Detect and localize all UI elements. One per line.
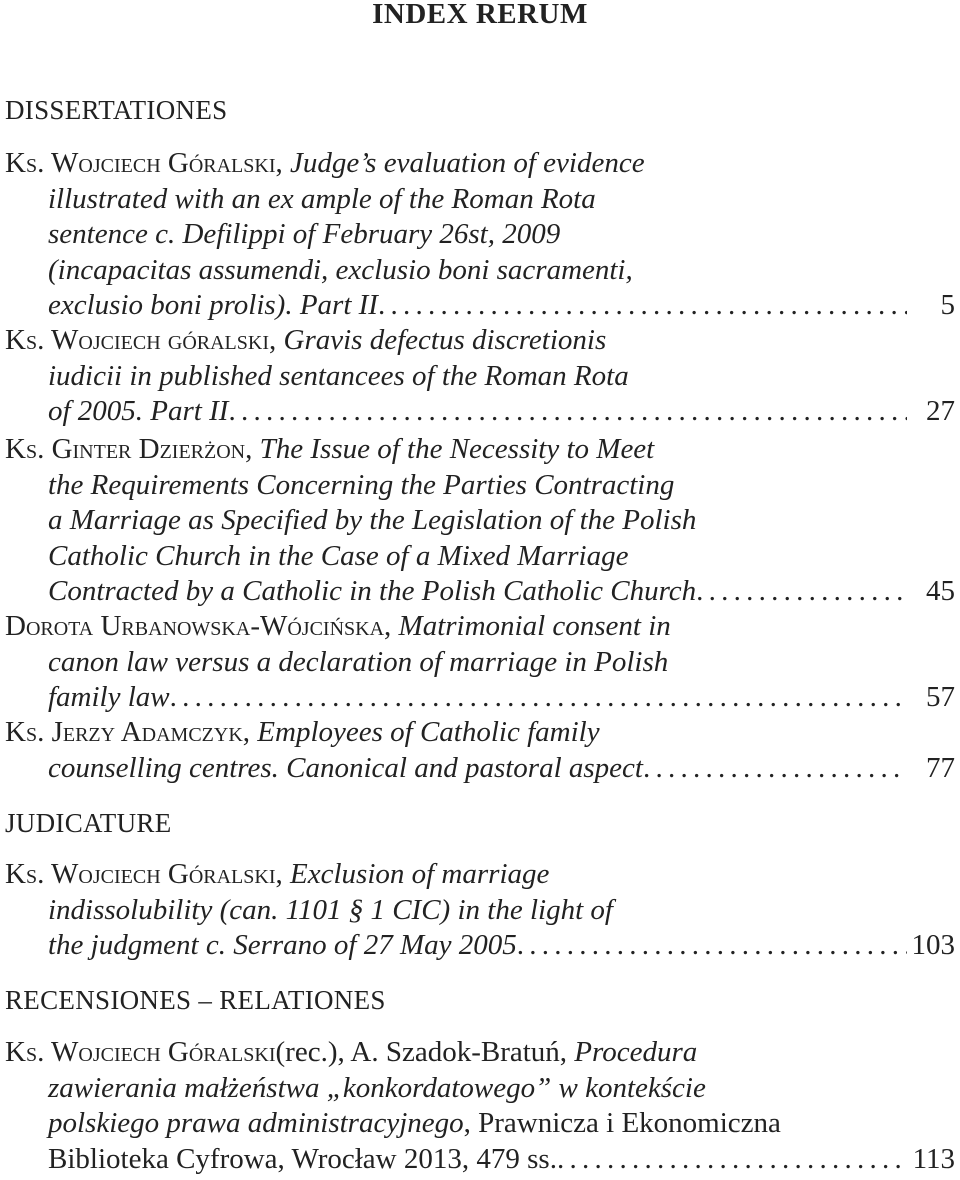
toc-entry[interactable] bbox=[5, 715, 955, 786]
entry-title-line: a Marriage as Specified by the Legislation of the Polish bbox=[48, 504, 697, 536]
entry-author: Ks. Wojciech Góralski bbox=[5, 147, 276, 179]
entry-title-line: indissolubility (can. 1101 § 1 CIC) in the light of bbox=[48, 893, 613, 926]
entry-author: Ks. Wojciech Góralski bbox=[5, 1036, 276, 1068]
dot-leader bbox=[378, 288, 907, 324]
page-number: 77 bbox=[926, 751, 955, 784]
entry-title-line: exclusio boni prolis). Part II bbox=[48, 289, 378, 321]
dot-leader bbox=[228, 394, 907, 430]
entry-title-line: Gravis defectus discretionis bbox=[283, 324, 607, 356]
entry-title-line: Procedura bbox=[574, 1036, 698, 1068]
page-number: 27 bbox=[926, 395, 955, 427]
dot-leader bbox=[643, 751, 907, 787]
toc-entry[interactable] bbox=[5, 857, 955, 964]
entry-title-line: the judgment c. Serrano of 27 May 2005 bbox=[48, 929, 517, 961]
dot-leader bbox=[557, 1142, 907, 1178]
entry-title-line: sentence c. Defilippi of February 26st, 2009 bbox=[48, 218, 561, 250]
entry-title-line: Judge’s evaluation of evidence bbox=[290, 147, 645, 179]
page-number: 103 bbox=[911, 929, 955, 961]
entry-title-line: Catholic Church in the Case of a Mixed Marriage bbox=[48, 539, 629, 572]
toc-entry[interactable] bbox=[5, 609, 955, 716]
author-separator: , bbox=[242, 716, 258, 748]
entry-publisher-line: Biblioteka Cyfrowa, Wrocław 2013, 479 ss. bbox=[48, 1142, 557, 1175]
entry-author-suffix: (rec.), A. Szadok-Bratuń, bbox=[275, 1036, 568, 1068]
entry-title-line: counselling centres. Canonical and pastoral aspect bbox=[48, 751, 643, 784]
entry-title-line: (incapacitas assumendi, exclusio boni sacramenti, bbox=[48, 253, 633, 286]
toc-entry[interactable] bbox=[5, 432, 955, 610]
entry-title-line: Employees of Catholic family bbox=[257, 716, 600, 748]
dot-leader bbox=[696, 574, 907, 610]
entry-author: Ks. Ginter Dzierżon bbox=[5, 433, 246, 465]
author-separator: , bbox=[275, 858, 291, 890]
entry-title-line: zawierania małżeństwa „konkordatowego” w kontekście bbox=[48, 1071, 706, 1104]
section-heading-judicature: JUDICATURE bbox=[5, 808, 172, 838]
entry-author: Ks. Wojciech Góralski bbox=[5, 858, 276, 890]
page-number: 57 bbox=[926, 681, 955, 713]
entry-author: Dorota Urbanowska-Wójcińska bbox=[5, 610, 385, 642]
entry-title-line: canon law versus a declaration of marriage in Polish bbox=[48, 645, 669, 678]
author-separator: , bbox=[384, 610, 399, 642]
page-number: 45 bbox=[926, 575, 955, 607]
author-separator: , bbox=[245, 433, 260, 465]
page-number: 5 bbox=[940, 289, 955, 321]
entry-author: Ks. Wojciech góralski bbox=[5, 324, 270, 356]
toc-entry[interactable] bbox=[5, 146, 955, 324]
entry-title-line: iudicii in published sentancees of the Roman Rota bbox=[48, 359, 629, 392]
entry-title-line: family law bbox=[48, 681, 170, 713]
toc-entry[interactable] bbox=[5, 1035, 955, 1177]
entry-title-line: polskiego prawa administracyjnego bbox=[48, 1107, 464, 1139]
entry-title-line: of 2005. Part II bbox=[48, 395, 229, 427]
dot-leader bbox=[517, 928, 907, 964]
dot-leader bbox=[170, 680, 907, 716]
entry-title-line: The Issue of the Necessity to Meet bbox=[259, 433, 655, 465]
author-separator: , bbox=[275, 147, 291, 179]
entry-title-line: Matrimonial consent in bbox=[398, 610, 671, 642]
page-title: INDEX RERUM bbox=[372, 0, 588, 30]
section-heading-dissertationes: DISSERTATIONES bbox=[5, 95, 228, 125]
entry-publisher: , Prawnicza i Ekonomiczna bbox=[463, 1107, 781, 1139]
page-number: 113 bbox=[912, 1142, 955, 1175]
entry-title-line: illustrated with an ex ample of the Roman Rota bbox=[48, 182, 596, 215]
entry-title-line: the Requirements Concerning the Parties Contracting bbox=[48, 468, 675, 501]
entry-author: Ks. Jerzy Adamczyk bbox=[5, 716, 243, 748]
section-heading-recensiones: RECENSIONES – RELATIONES bbox=[5, 985, 386, 1015]
entry-title-line: Exclusion of marriage bbox=[290, 858, 550, 890]
toc-entry[interactable] bbox=[5, 323, 955, 430]
author-separator: , bbox=[269, 324, 284, 356]
entry-title-line: Contracted by a Catholic in the Polish Catholic Church bbox=[48, 575, 697, 607]
